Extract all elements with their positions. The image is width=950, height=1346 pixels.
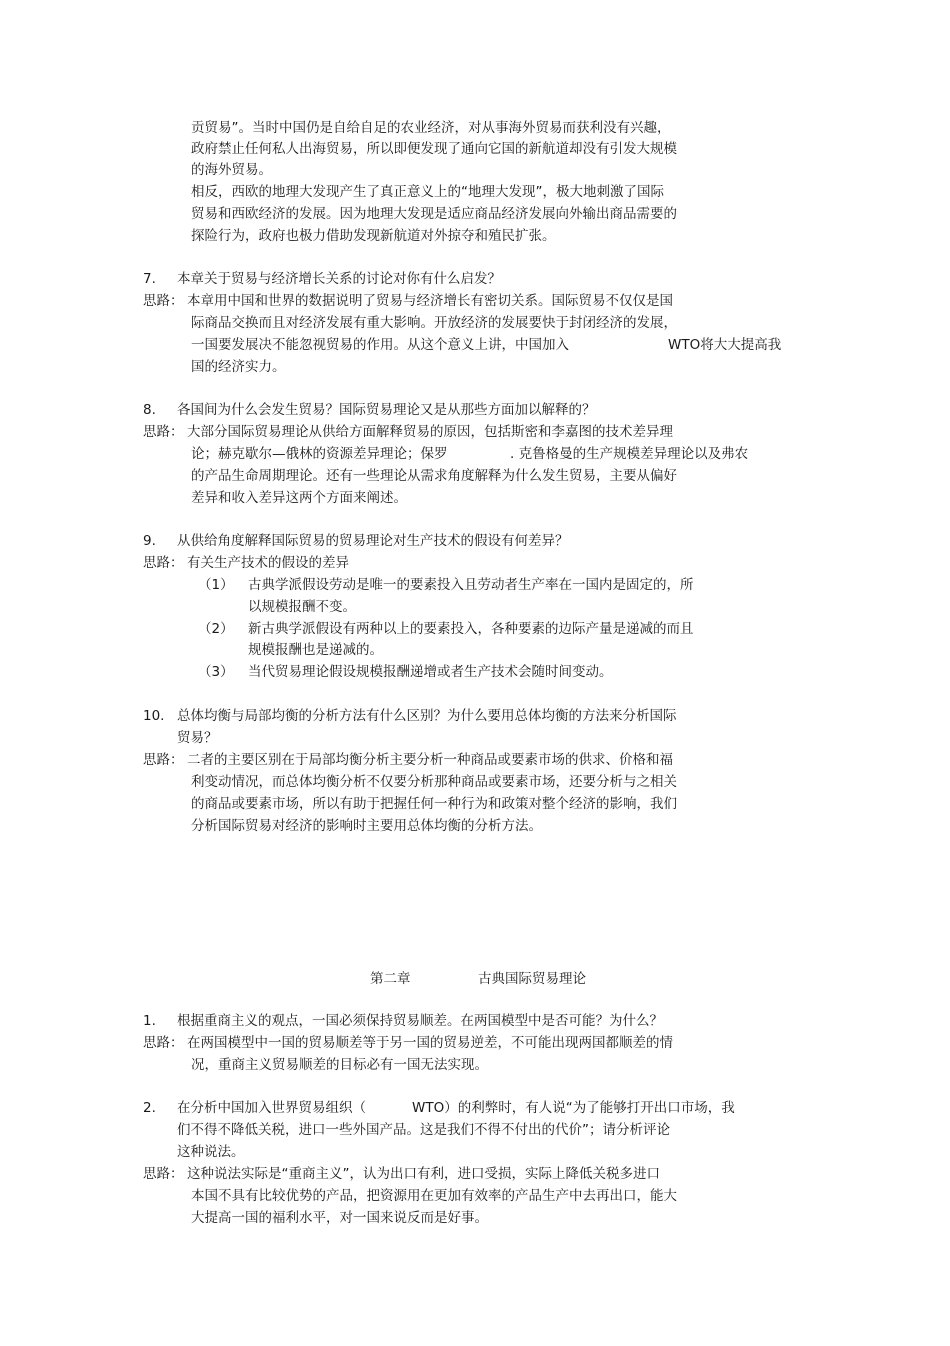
c2-answer-line-1: 这种说法实际是“重商主义”，认为出口有利，进口受损，实际上降低关税多进口 [187, 1166, 660, 1182]
q10-answer-line-4: 分析国际贸易对经济的影响时主要用总体均衡的分析方法。 [191, 818, 542, 834]
intro-line-2: 政府禁止任何私人出海贸易，所以即便发现了通向它国的新航道却没有引发大规模 [191, 141, 677, 157]
q8-answer-line-4: 差异和收入差异这两个方面来阐述。 [191, 490, 407, 506]
c1-question: 根据重商主义的观点，一国必须保持贸易顺差。在两国模型中是否可能？为什么？ [177, 1013, 663, 1029]
intro-line-3: 的海外贸易。 [191, 162, 272, 178]
q10-answer-label: 思路： [143, 752, 184, 768]
q9-answer-label: 思路： [143, 555, 184, 571]
q9-number: 9. [143, 533, 156, 549]
q9-item-text: 以规模报酬不变。 [248, 599, 356, 615]
c2-answer-line-2: 本国不具有比较优势的产品，把资源用在更加有效率的产品生产中去再出口，能大 [191, 1188, 677, 1204]
q8-number: 8. [143, 402, 156, 418]
q7-answer-line-3-wto: WTO将大大提高我 [668, 337, 782, 353]
q9-item-number: （2） [198, 621, 234, 637]
q9-answer-line-1: 有关生产技术的假设的差异 [187, 555, 349, 571]
c2-question-line-2: 们不得不降低关税，进口一些外国产品。这是我们不得不付出的代价”；请分析评论 [177, 1122, 670, 1138]
q9-item-text: 新古典学派假设有两种以上的要素投入，各种要素的边际产量是递减的而且 [248, 621, 694, 637]
intro-line-6: 探险行为，政府也极力借助发现新航道对外掠夺和殖民扩张。 [191, 228, 556, 244]
c2-question-line-1: 在分析中国加入世界贸易组织（ [177, 1100, 366, 1116]
q8-answer-line-2: 论；赫克歇尔—俄林的资源差异理论；保罗 [191, 446, 448, 462]
q10-question-line-1: 总体均衡与局部均衡的分析方法有什么区别？为什么要用总体均衡的方法来分析国际 [177, 708, 677, 724]
c2-number: 2. [143, 1100, 156, 1116]
q9-item-number: （1） [198, 577, 234, 593]
q9-item-text: 当代贸易理论假设规模报酬递增或者生产技术会随时间变动。 [248, 664, 613, 680]
q7-answer-line-2: 际商品交换而且对经济发展有重大影响。开放经济的发展要快于封闭经济的发展， [191, 315, 677, 331]
c1-answer-line-2: 况，重商主义贸易顺差的目标必有一国无法实现。 [191, 1057, 488, 1073]
q9-item-text: 古典学派假设劳动是唯一的要素投入且劳动者生产率在一国内是固定的，所 [248, 577, 694, 593]
chapter-title: 古典国际贸易理论 [478, 971, 586, 987]
q7-number: 7. [143, 271, 156, 287]
q10-question-line-2: 贸易？ [177, 730, 218, 746]
chapter-number: 第二章 [370, 971, 411, 987]
q8-answer-label: 思路： [143, 424, 184, 440]
c2-question-line-1-wto: WTO）的利弊时，有人说“为了能够打开出口市场，我 [412, 1100, 735, 1116]
q10-answer-line-3: 的商品或要素市场，所以有助于把握任何一种行为和政策对整个经济的影响，我们 [191, 796, 677, 812]
q9-item-number: （3） [198, 664, 234, 680]
q7-answer-line-4: 国的经济实力。 [191, 359, 286, 375]
c2-question-line-3: 这种说法。 [177, 1144, 245, 1160]
q10-answer-line-2: 利变动情况，而总体均衡分析不仅要分析那种商品或要素市场，还要分析与之相关 [191, 774, 677, 790]
q8-question: 各国间为什么会发生贸易？国际贸易理论又是从那些方面加以解释的？ [177, 402, 596, 418]
intro-line-5: 贸易和西欧经济的发展。因为地理大发现是适应商品经济发展向外输出商品需要的 [191, 206, 677, 222]
q10-number: 10. [143, 708, 165, 724]
q7-answer-line-1: 本章用中国和世界的数据说明了贸易与经济增长有密切关系。国际贸易不仅仅是国 [187, 293, 673, 309]
q7-answer-label: 思路： [143, 293, 184, 309]
q7-question: 本章关于贸易与经济增长关系的讨论对你有什么启发？ [177, 271, 501, 287]
q10-answer-line-1: 二者的主要区别在于局部均衡分析主要分析一种商品或要素市场的供求、价格和福 [187, 752, 673, 768]
q8-answer-line-2b: . 克鲁格曼的生产规模差异理论以及弗农 [510, 446, 749, 462]
intro-line-4: 相反，西欧的地理大发现产生了真正意义上的“地理大发现”，极大地刺激了国际 [191, 184, 664, 200]
q7-answer-line-3: 一国要发展决不能忽视贸易的作用。从这个意义上讲，中国加入 [191, 337, 569, 353]
q9-item-text: 规模报酬也是递减的。 [248, 642, 383, 658]
c2-answer-line-3: 大提高一国的福利水平，对一国来说反而是好事。 [191, 1210, 488, 1226]
c1-number: 1. [143, 1013, 156, 1029]
intro-line-1: 贡贸易”。当时中国仍是自给自足的农业经济，对从事海外贸易而获利没有兴趣， [191, 120, 671, 136]
q9-question: 从供给角度解释国际贸易的贸易理论对生产技术的假设有何差异？ [177, 533, 569, 549]
c1-answer-line-1: 在两国模型中一国的贸易顺差等于另一国的贸易逆差，不可能出现两国都顺差的情 [187, 1035, 673, 1051]
q8-answer-line-1: 大部分国际贸易理论从供给方面解释贸易的原因，包括斯密和李嘉图的技术差异理 [187, 424, 673, 440]
c2-answer-label: 思路： [143, 1166, 184, 1182]
c1-answer-label: 思路： [143, 1035, 184, 1051]
q8-answer-line-3: 的产品生命周期理论。还有一些理论从需求角度解释为什么发生贸易，主要从偏好 [191, 468, 677, 484]
